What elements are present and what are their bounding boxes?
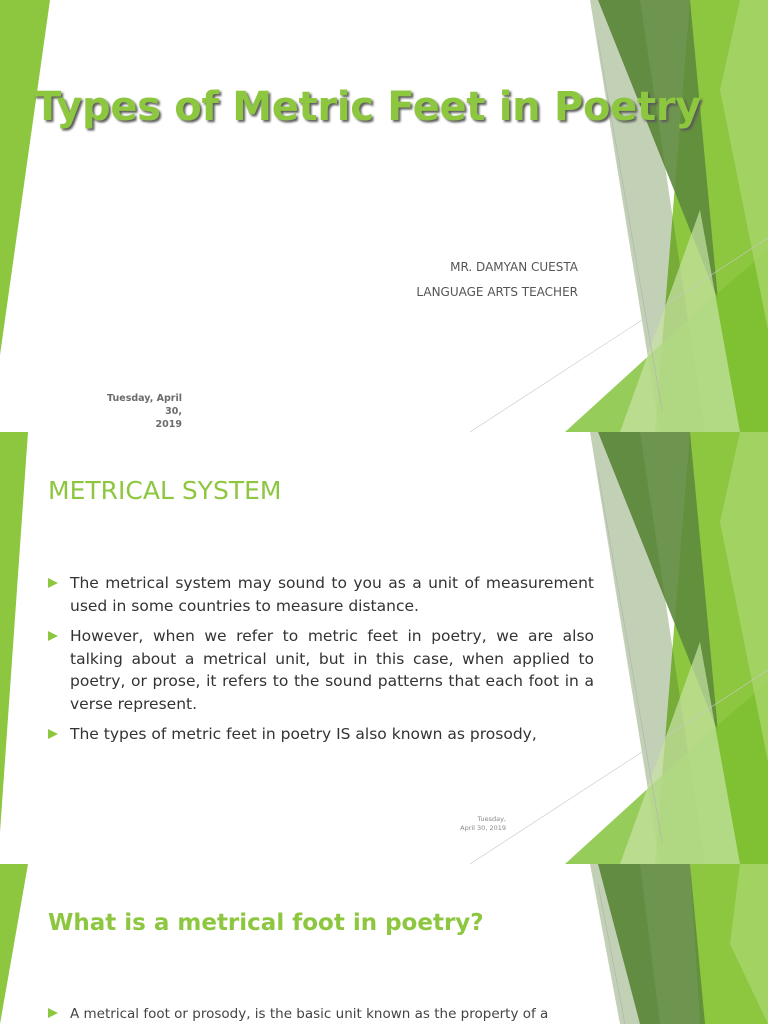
bullet-text: The types of metric feet in poetry IS also known as prosody,	[70, 725, 537, 743]
bullet-text: However, when we refer to metric feet in poetry, we are also talking about a metrical unit, but in this case, when applied to poetry, or prose, it refers to the sound patterns that each foot in a verse represent.	[70, 627, 594, 713]
slide-title: Types of Metric Feet in Poetry	[34, 84, 702, 130]
slide-date	[458, 815, 506, 833]
bullet-item	[48, 1004, 594, 1024]
bullet-text: The metrical system may sound to you as a unit of measurement used in some countries to measure distance.	[70, 574, 594, 615]
slide-date	[90, 392, 182, 431]
green-geometric-decoration	[0, 0, 768, 432]
bullet-list	[48, 1004, 594, 1032]
presenter-name: MR. DAMYAN CUESTA	[450, 260, 578, 274]
slide-3	[0, 864, 768, 1024]
section-heading: METRICAL SYSTEM	[48, 476, 282, 505]
green-geometric-decoration	[0, 864, 768, 1024]
bullet-arrow-icon	[48, 729, 58, 739]
date-line: 2019	[155, 419, 182, 430]
presenter-role: LANGUAGE ARTS TEACHER	[416, 285, 578, 299]
bullet-arrow-icon	[48, 1008, 58, 1018]
bullet-text: A metrical foot or prosody, is the basic unit known as the property of a	[70, 1006, 549, 1022]
date-line: Tuesday,	[477, 815, 506, 823]
bullet-arrow-icon	[48, 631, 58, 641]
bullet-item	[48, 625, 594, 715]
bullet-list	[48, 572, 594, 754]
date-line: Tuesday, April 30,	[107, 393, 182, 417]
date-line: April 30, 2019	[460, 824, 506, 832]
section-heading: What is a metrical foot in poetry?	[48, 910, 484, 936]
bullet-item	[48, 723, 594, 746]
bullet-item	[48, 572, 594, 617]
bullet-arrow-icon	[48, 578, 58, 588]
slide-1	[0, 0, 768, 432]
